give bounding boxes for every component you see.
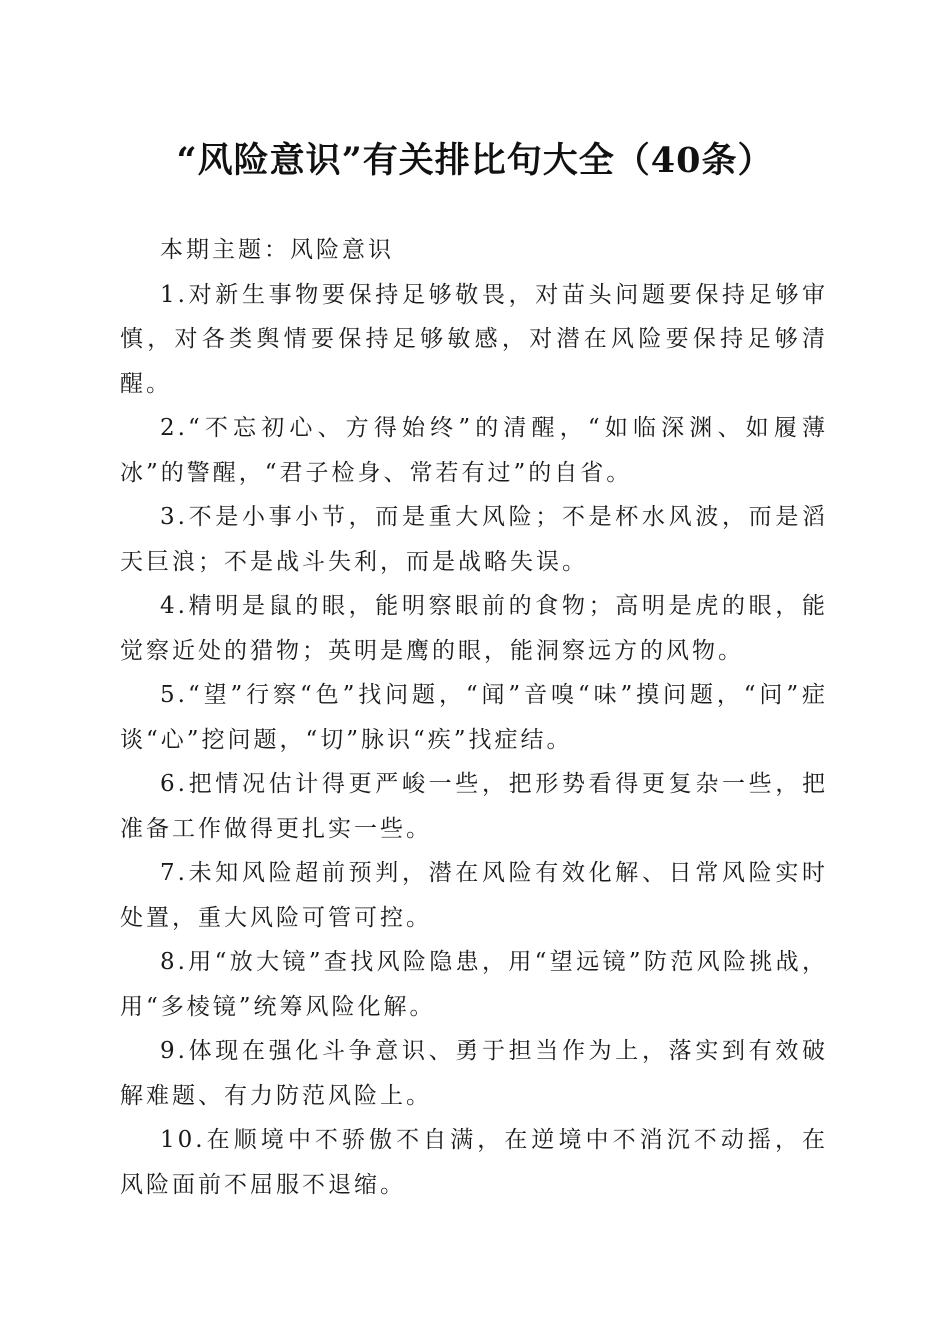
theme-line: 本期主题：风险意识 — [160, 237, 394, 263]
paragraph-4: 4.精明是鼠的眼，能明察眼前的食物；高明是虎的眼，能觉察近处的猎物；英明是鹰的眼，能洞察远方的风物。 — [120, 593, 828, 664]
paragraph-7: 7.未知风险超前预判，潜在风险有效化解、日常风险实时处置，重大风险可管可控。 — [120, 860, 828, 931]
paragraph-1: 1.对新生事物要保持足够敬畏，对苗头问题要保持足够审慎，对各类舆情要保持足够敏感，对潜在风险要保持足够清醒。 — [120, 281, 828, 397]
paragraph-8: 8.用“放大镜”查找风险隐患，用“望远镜”防范风险挑战，用“多棱镜”统筹风险化解。 — [120, 949, 828, 1020]
document-body — [120, 228, 828, 1207]
paragraph-5: 5.“望”行察“色”找问题，“闻”音嗅“味”摸问题，“问”症谈“心”挖问题，“切”脉识“疾”找症结。 — [120, 682, 828, 753]
paragraph-9: 9.体现在强化斗争意识、勇于担当作为上，落实到有效破解难题、有力防范风险上。 — [120, 1038, 828, 1109]
document-title: “风险意识”有关排比句大全（40条） — [176, 140, 774, 181]
paragraph-3: 3.不是小事小节，而是重大风险；不是杯水风波，而是滔天巨浪；不是战斗失利，而是战略失误。 — [120, 504, 828, 575]
paragraph-6: 6.把情况估计得更严峻一些，把形势看得更复杂一些，把准备工作做得更扎实一些。 — [120, 771, 828, 842]
paragraph-2: 2.“不忘初心、方得始终”的清醒，“如临深渊、如履薄冰”的警醒，“君子检身、常若有过”的自省。 — [120, 415, 828, 486]
paragraph-10: 10.在顺境中不骄傲不自满，在逆境中不消沉不动摇，在风险面前不屈服不退缩。 — [120, 1127, 828, 1198]
